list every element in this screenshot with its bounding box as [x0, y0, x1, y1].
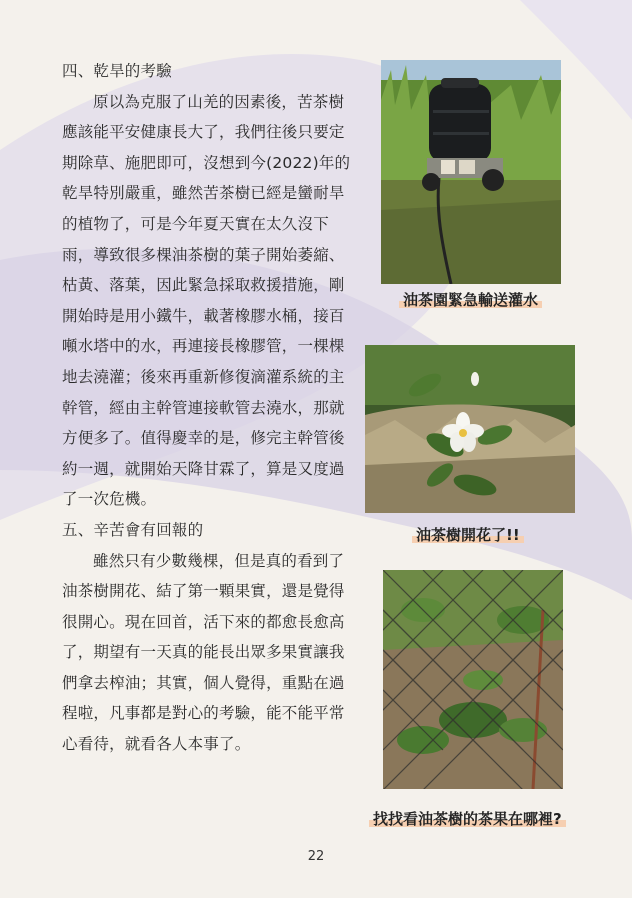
photo-water-tank-tractor: [381, 60, 561, 284]
photo-tea-flower: [365, 345, 575, 513]
caption-photo3: 找找看油茶樹的茶果在哪裡?: [369, 808, 566, 829]
section5-heading: 五、辛苦會有回報的: [62, 520, 204, 539]
section4-heading: 四、乾旱的考驗: [62, 62, 172, 80]
page-number: 22: [307, 849, 325, 864]
article-text: [62, 56, 354, 760]
section4-paragraph: 原以為克服了山羌的因素後，苦茶樹應該能平安健康長大了，我們往後只要定期除草、施肥即可，沒想到今(2022)年的乾旱特別嚴重，雖然苦茶樹已經是蠻耐旱的植物了，可是今年夏天實在太久沒下雨，導致很多棵油茶樹的葉子開始萎縮、枯黃、落葉，因此緊急採取救援措施，剛開始時是用小鐵牛，載著橡膠水桶，接百噸水塔中的水，再連接長橡膠管，一棵棵地去澆灌；後來再重新修復滴灌系統的主幹管，經由主幹管連接軟管去澆水，那就方便多了。值得慶幸的是，修完主幹管後約一週，就開始天降甘霖了，算是又度過了一次危機。: [62, 92, 351, 509]
section5-paragraph: 雖然只有少數幾棵，但是真的看到了油茶樹開花、結了第一顆果實，還是覺得很開心。現在回首，活下來的都愈長愈高了，期望有一天真的能長出眾多果實讓我們拿去榨油；其實，個人覺得，重點在過程啦，凡事都是對心的考驗，能不能平常心看待，就看各人本事了。: [62, 551, 345, 754]
caption-photo2: 油茶樹開花了!!: [412, 524, 524, 545]
caption-photo1: 油茶園緊急輸送灌水: [399, 289, 542, 310]
photo-tea-tree-mesh: [383, 570, 563, 789]
